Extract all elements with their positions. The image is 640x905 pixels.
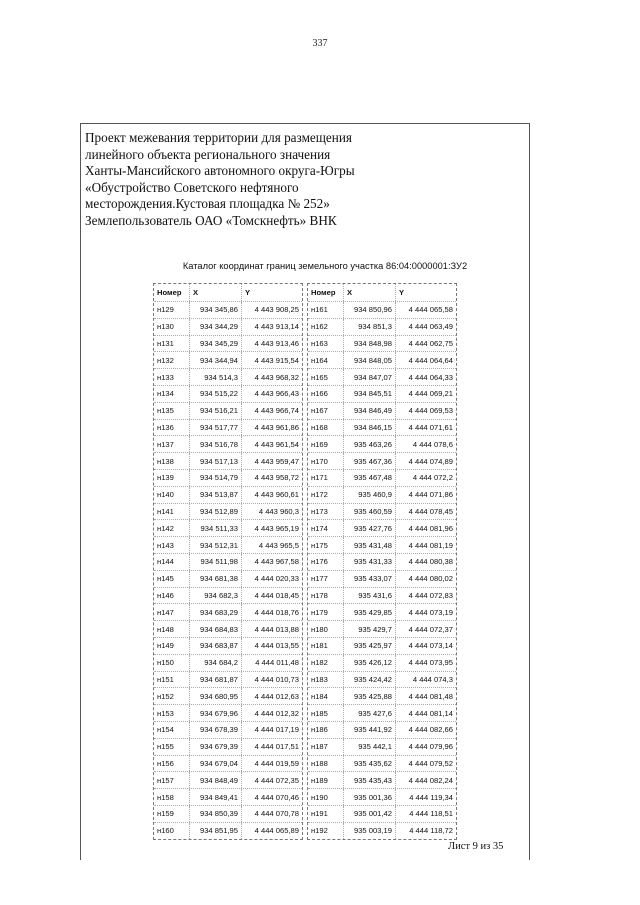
coord-y: 4 444 079,52 xyxy=(408,758,453,768)
column-header-x: X xyxy=(190,284,242,301)
coord-x: 934 515,22 xyxy=(190,386,242,402)
point-number: н187 xyxy=(308,739,344,755)
column-header-number: Номер xyxy=(308,284,344,301)
coord-x: 934 847,07 xyxy=(344,369,396,385)
coord-y: 4 444 065,89 xyxy=(254,826,299,836)
coord-x: 935 433,07 xyxy=(344,571,396,587)
table-row xyxy=(154,722,302,739)
coord-x: 934 683,87 xyxy=(190,638,242,654)
column-header-y: Y xyxy=(245,288,251,297)
coord-y: 4 444 065,58 xyxy=(408,305,453,315)
point-number: н165 xyxy=(308,369,344,385)
point-number: н175 xyxy=(308,537,344,553)
coord-x: 934 848,98 xyxy=(344,336,396,352)
table-row xyxy=(154,520,302,537)
coord-y: 4 443 965,19 xyxy=(254,523,299,533)
title-line: Проект межевания территории для размещения xyxy=(85,130,352,145)
coord-y: 4 444 080,02 xyxy=(408,574,453,584)
table-row xyxy=(154,588,302,605)
coord-x: 935 429,85 xyxy=(344,604,396,620)
point-number: н146 xyxy=(154,588,190,604)
coord-y: 4 444 078,45 xyxy=(408,506,453,516)
table-row xyxy=(308,319,456,336)
point-number: н164 xyxy=(308,352,344,368)
coord-y: 4 444 074,3 xyxy=(412,674,453,684)
point-number: н169 xyxy=(308,436,344,452)
coord-y: 4 444 011,48 xyxy=(255,658,299,668)
point-number: н144 xyxy=(154,554,190,570)
coord-x: 934 511,33 xyxy=(190,520,242,536)
table-row xyxy=(308,722,456,739)
point-number: н159 xyxy=(154,806,190,822)
coord-y: 4 444 118,72 xyxy=(409,826,453,836)
coord-y: 4 444 010,73 xyxy=(254,674,299,684)
coord-y: 4 444 018,45 xyxy=(254,590,299,600)
coord-y: 4 443 908,25 xyxy=(254,305,299,315)
table-row xyxy=(308,705,456,722)
column-header-number: Номер xyxy=(154,284,190,301)
table-row xyxy=(308,588,456,605)
point-number: н188 xyxy=(308,756,344,772)
point-number: н191 xyxy=(308,806,344,822)
table-row xyxy=(154,352,302,369)
coord-y: 4 443 966,74 xyxy=(254,406,299,416)
point-number: н189 xyxy=(308,772,344,788)
coord-x: 935 435,62 xyxy=(344,756,396,772)
coord-x: 935 441,92 xyxy=(344,722,396,738)
coord-x: 934 516,78 xyxy=(190,436,242,452)
table-row xyxy=(154,554,302,571)
coord-x: 935 424,42 xyxy=(344,672,396,688)
coord-x: 934 678,39 xyxy=(190,722,242,738)
coord-y: 4 444 069,21 xyxy=(408,389,453,399)
point-number: н130 xyxy=(154,319,190,335)
coord-y: 4 444 072,2 xyxy=(412,473,453,483)
coord-x: 934 845,51 xyxy=(344,386,396,402)
table-row xyxy=(154,806,302,823)
coord-y: 4 443 915,54 xyxy=(254,355,299,365)
coord-x: 934 682,3 xyxy=(190,588,242,604)
point-number: н129 xyxy=(154,302,190,318)
coord-x: 935 431,6 xyxy=(344,588,396,604)
coord-x: 934 345,29 xyxy=(190,336,242,352)
table-row xyxy=(154,789,302,806)
table-row xyxy=(154,772,302,789)
coord-y: 4 444 119,34 xyxy=(409,792,453,802)
coord-y: 4 444 072,37 xyxy=(408,624,453,634)
coord-x: 934 851,95 xyxy=(190,823,242,839)
table-row xyxy=(154,672,302,689)
coord-y: 4 444 082,24 xyxy=(408,775,453,785)
coord-y: 4 444 081,19 xyxy=(408,540,453,550)
point-number: н161 xyxy=(308,302,344,318)
coord-x: 935 435,43 xyxy=(344,772,396,788)
coord-y: 4 444 018,76 xyxy=(254,607,299,617)
point-number: н167 xyxy=(308,403,344,419)
coord-y: 4 443 961,86 xyxy=(254,422,299,432)
point-number: н181 xyxy=(308,638,344,654)
table-row xyxy=(308,504,456,521)
point-number: н174 xyxy=(308,520,344,536)
coord-x: 934 516,21 xyxy=(190,403,242,419)
coord-y: 4 444 073,95 xyxy=(408,658,453,668)
coord-x: 935 431,48 xyxy=(344,537,396,553)
table-row xyxy=(308,789,456,806)
coord-y: 4 444 020,33 xyxy=(254,574,299,584)
table-row xyxy=(308,386,456,403)
table-row xyxy=(308,352,456,369)
coord-x: 934 679,39 xyxy=(190,739,242,755)
point-number: н149 xyxy=(154,638,190,654)
title-line: Землепользователь ОАО «Томскнефть» ВНК xyxy=(85,212,337,228)
table-row xyxy=(154,487,302,504)
coord-y: 4 444 081,48 xyxy=(408,691,453,701)
coord-x: 934 684,83 xyxy=(190,621,242,637)
coord-x: 934 848,49 xyxy=(190,772,242,788)
table-row xyxy=(308,554,456,571)
point-number: н172 xyxy=(308,487,344,503)
coord-y: 4 444 017,19 xyxy=(254,725,299,735)
coord-x: 934 850,39 xyxy=(190,806,242,822)
coord-x: 934 517,13 xyxy=(190,453,242,469)
coord-x: 935 003,19 xyxy=(344,823,396,839)
coord-y: 4 444 081,96 xyxy=(408,523,453,533)
point-number: н158 xyxy=(154,789,190,805)
coord-y: 4 444 073,14 xyxy=(408,641,453,651)
coord-x: 935 431,33 xyxy=(344,554,396,570)
coord-x: 934 513,87 xyxy=(190,487,242,503)
column-header-x: X xyxy=(344,284,396,301)
coord-y: 4 444 013,88 xyxy=(254,624,299,634)
coord-x: 935 425,97 xyxy=(344,638,396,654)
coord-x: 934 344,29 xyxy=(190,319,242,335)
coord-y: 4 444 069,53 xyxy=(408,406,453,416)
coord-y: 4 444 070,78 xyxy=(254,809,299,819)
table-row xyxy=(154,386,302,403)
table-row xyxy=(308,772,456,789)
point-number: н192 xyxy=(308,823,344,839)
point-number: н131 xyxy=(154,336,190,352)
table-row xyxy=(308,302,456,319)
coord-x: 935 427,76 xyxy=(344,520,396,536)
coord-y: 4 444 064,33 xyxy=(408,372,453,382)
coord-y: 4 443 960,3 xyxy=(258,506,299,516)
coord-x: 934 679,96 xyxy=(190,705,242,721)
point-number: н171 xyxy=(308,470,344,486)
coord-y: 4 443 965,5 xyxy=(258,540,299,550)
coord-y: 4 444 078,6 xyxy=(412,439,453,449)
coord-y: 4 444 013,55 xyxy=(254,641,299,651)
table-row xyxy=(308,672,456,689)
point-number: н153 xyxy=(154,705,190,721)
coord-y: 4 444 019,59 xyxy=(254,758,299,768)
point-number: н134 xyxy=(154,386,190,402)
table-row xyxy=(154,369,302,386)
point-number: н143 xyxy=(154,537,190,553)
coord-x: 934 344,94 xyxy=(190,352,242,368)
table-row xyxy=(154,470,302,487)
point-number: н148 xyxy=(154,621,190,637)
coord-x: 934 345,86 xyxy=(190,302,242,318)
point-number: н168 xyxy=(308,420,344,436)
point-number: н147 xyxy=(154,604,190,620)
coord-x: 934 846,49 xyxy=(344,403,396,419)
table-row xyxy=(308,537,456,554)
column-header-y: Y xyxy=(399,288,405,297)
table-row xyxy=(308,420,456,437)
coord-y: 4 443 968,32 xyxy=(254,372,299,382)
coord-y: 4 443 913,46 xyxy=(254,338,299,348)
coord-y: 4 444 082,66 xyxy=(408,725,453,735)
coord-x: 935 467,48 xyxy=(344,470,396,486)
point-number: н137 xyxy=(154,436,190,452)
coord-y: 4 444 063,49 xyxy=(408,322,453,332)
point-number: н160 xyxy=(154,823,190,839)
coord-x: 934 512,89 xyxy=(190,504,242,520)
catalog-caption: Каталог координат границ земельного участка 86:04:0000001:ЗУ2 xyxy=(182,261,468,271)
title-line: «Обустройство Советского нефтяного xyxy=(85,179,299,195)
point-number: н162 xyxy=(308,319,344,335)
table-row xyxy=(308,470,456,487)
coord-x: 935 460,59 xyxy=(344,504,396,520)
coord-x: 935 001,42 xyxy=(344,806,396,822)
coord-x: 935 427,6 xyxy=(344,705,396,721)
point-number: н186 xyxy=(308,722,344,738)
title-line: Ханты-Мансийского автономного округа-Югры xyxy=(85,163,355,179)
point-number: н140 xyxy=(154,487,190,503)
table-row xyxy=(154,604,302,621)
coord-y: 4 443 966,43 xyxy=(254,389,299,399)
table-row xyxy=(308,806,456,823)
table-row xyxy=(308,336,456,353)
point-number: н180 xyxy=(308,621,344,637)
coord-y: 4 444 118,51 xyxy=(409,809,453,819)
table-row xyxy=(308,453,456,470)
coord-x: 934 684,2 xyxy=(190,655,242,671)
table-row xyxy=(154,453,302,470)
table-row xyxy=(154,302,302,319)
coord-y: 4 444 081,14 xyxy=(408,708,453,718)
coord-x: 934 514,3 xyxy=(190,369,242,385)
table-row xyxy=(154,319,302,336)
coord-x: 935 425,88 xyxy=(344,688,396,704)
table-row xyxy=(308,436,456,453)
coord-y: 4 443 960,61 xyxy=(254,490,299,500)
point-number: н155 xyxy=(154,739,190,755)
coord-x: 934 681,87 xyxy=(190,672,242,688)
coord-x: 934 511,98 xyxy=(190,554,242,570)
table-row xyxy=(308,487,456,504)
point-number: н145 xyxy=(154,571,190,587)
point-number: н150 xyxy=(154,655,190,671)
table-row xyxy=(154,336,302,353)
coordinates-table-left xyxy=(153,283,303,840)
point-number: н142 xyxy=(154,520,190,536)
point-number: н178 xyxy=(308,588,344,604)
table-row xyxy=(154,705,302,722)
point-number: н185 xyxy=(308,705,344,721)
coord-x: 935 467,36 xyxy=(344,453,396,469)
coord-y: 4 443 959,47 xyxy=(254,456,299,466)
table-row xyxy=(154,403,302,420)
point-number: н176 xyxy=(308,554,344,570)
table-row xyxy=(308,604,456,621)
coord-y: 4 444 072,83 xyxy=(408,590,453,600)
table-row xyxy=(308,823,456,839)
coord-y: 4 444 072,35 xyxy=(254,775,299,785)
coord-y: 4 444 080,38 xyxy=(408,557,453,567)
table-row xyxy=(154,739,302,756)
coord-y: 4 444 012,63 xyxy=(254,691,299,701)
table-row xyxy=(308,655,456,672)
point-number: н166 xyxy=(308,386,344,402)
table-row xyxy=(308,571,456,588)
coord-y: 4 444 079,96 xyxy=(408,742,453,752)
point-number: н152 xyxy=(154,688,190,704)
coord-x: 934 848,05 xyxy=(344,352,396,368)
point-number: н151 xyxy=(154,672,190,688)
point-number: н170 xyxy=(308,453,344,469)
table-row xyxy=(154,621,302,638)
point-number: н163 xyxy=(308,336,344,352)
coord-x: 934 846,15 xyxy=(344,420,396,436)
page-number: 337 xyxy=(312,38,328,49)
table-row xyxy=(308,403,456,420)
coord-y: 4 444 074,89 xyxy=(408,456,453,466)
point-number: н132 xyxy=(154,352,190,368)
table-row xyxy=(308,756,456,773)
table-row xyxy=(308,638,456,655)
point-number: н154 xyxy=(154,722,190,738)
point-number: н156 xyxy=(154,756,190,772)
coord-x: 934 850,96 xyxy=(344,302,396,318)
coord-y: 4 443 961,54 xyxy=(254,439,299,449)
coord-x: 934 849,41 xyxy=(190,789,242,805)
coord-x: 934 517,77 xyxy=(190,420,242,436)
table-row xyxy=(154,688,302,705)
point-number: н184 xyxy=(308,688,344,704)
point-number: н183 xyxy=(308,672,344,688)
point-number: н135 xyxy=(154,403,190,419)
title-line: линейного объекта регионального значения xyxy=(85,146,331,162)
table-row xyxy=(308,369,456,386)
table-row xyxy=(154,571,302,588)
sheet-label: Лист 9 из 35 xyxy=(448,841,504,852)
document-frame xyxy=(80,123,530,860)
coord-y: 4 444 062,75 xyxy=(408,338,453,348)
coord-x: 934 680,95 xyxy=(190,688,242,704)
title-line: месторождения.Кустовая площадка № 252» xyxy=(85,196,330,212)
table-row xyxy=(308,688,456,705)
table-row xyxy=(308,739,456,756)
coord-y: 4 443 967,58 xyxy=(254,557,299,567)
table-row xyxy=(154,436,302,453)
table-row xyxy=(154,823,302,839)
point-number: н133 xyxy=(154,369,190,385)
table-row xyxy=(154,420,302,437)
coord-y: 4 443 913,14 xyxy=(254,322,299,332)
point-number: н136 xyxy=(154,420,190,436)
coord-y: 4 444 064,64 xyxy=(408,355,453,365)
point-number: н157 xyxy=(154,772,190,788)
table-row xyxy=(308,520,456,537)
table-row xyxy=(154,537,302,554)
coord-y: 4 444 071,86 xyxy=(408,490,453,500)
table-row xyxy=(154,756,302,773)
coord-x: 934 512,31 xyxy=(190,537,242,553)
coord-x: 934 851,3 xyxy=(344,319,396,335)
point-number: н138 xyxy=(154,453,190,469)
coord-y: 4 444 017,51 xyxy=(254,742,299,752)
coord-y: 4 444 012,32 xyxy=(254,708,299,718)
project-title xyxy=(85,130,445,230)
table-header-row xyxy=(154,284,302,302)
coord-y: 4 444 073,19 xyxy=(408,607,453,617)
coord-x: 934 514,79 xyxy=(190,470,242,486)
point-number: н139 xyxy=(154,470,190,486)
coordinates-table-right xyxy=(307,283,457,840)
point-number: н182 xyxy=(308,655,344,671)
coord-x: 935 442,1 xyxy=(344,739,396,755)
coord-x: 935 463,26 xyxy=(344,436,396,452)
table-row xyxy=(154,504,302,521)
coord-y: 4 443 958,72 xyxy=(254,473,299,483)
table-row xyxy=(308,621,456,638)
coord-y: 4 444 071,61 xyxy=(408,422,453,432)
point-number: н179 xyxy=(308,604,344,620)
point-number: н141 xyxy=(154,504,190,520)
coord-x: 935 426,12 xyxy=(344,655,396,671)
table-header-row xyxy=(308,284,456,302)
coord-x: 935 460,9 xyxy=(344,487,396,503)
coord-y: 4 444 070,46 xyxy=(254,792,299,802)
point-number: н177 xyxy=(308,571,344,587)
coord-x: 934 683,29 xyxy=(190,604,242,620)
coord-x: 934 681,38 xyxy=(190,571,242,587)
coord-x: 934 679,04 xyxy=(190,756,242,772)
coord-x: 935 429,7 xyxy=(344,621,396,637)
point-number: н173 xyxy=(308,504,344,520)
table-row xyxy=(154,638,302,655)
table-row xyxy=(154,655,302,672)
coord-x: 935 001,36 xyxy=(344,789,396,805)
point-number: н190 xyxy=(308,789,344,805)
